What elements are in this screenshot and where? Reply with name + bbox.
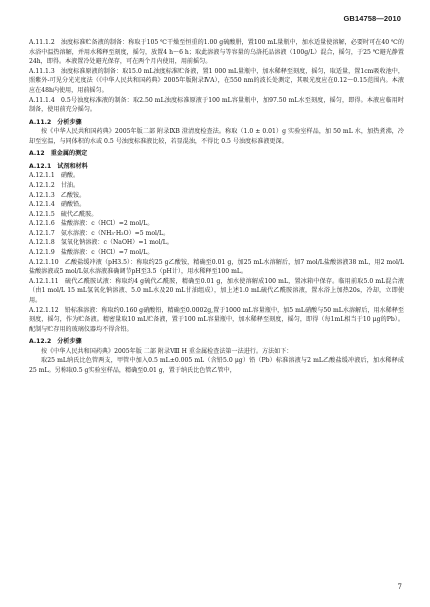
paragraph: A.12.1.11 硫代乙酰胺试液：称取约4 g硫代乙酰胺，精确至0.01 g，加水使溶解成100 mL，置冰箱中保存。临用前取5.0 mL混合液（由1 mol/L 15 mL氢氧化钠溶液、5.0 mL水及20 mL甘油组成），加上述1.0 mL硫代乙酰胺溶液，置水浴上加热20s，冷却，立即使用。 <box>29 277 404 305</box>
paragraph: A.12.1.4 硝酸铅。 <box>29 201 86 209</box>
section-heading: A.12 重金属的测定 <box>29 150 88 158</box>
paragraph: A.12.1.10 乙酸盐缓冲液（pH3.5）：称取约25 g乙酸铵，精确至0.01 g，加25 mL水溶解后，加7 mol/L盐酸溶液38 mL，用2 mol/L盐酸溶液或5 mol/L氨水溶液准确调节pH至3.5（pH计），用水稀释至100 mL。 <box>29 258 404 276</box>
paragraph: A.11.1.3 浊度标准原液的制备：取15.0 mL浊度标准贮备液，置1 000 mL量瓶中，加水稀释至刻度，摇匀，取适量，置1cm吸收池中，照紫外-可见分光光度法（《中华人民共和国药典》2005年版附录ⅣA），在550 nm的波长处测定，其吸光度应在0.12～0.15范围内。本液应在48h内使用，用前摇匀。 <box>29 67 404 94</box>
section-heading: A.11.2 分析步骤 <box>29 118 82 126</box>
paragraph: A.12.1.2 甘油。 <box>29 181 80 189</box>
paragraph: 取25 mL纳氏比色管两支，甲管中加入0.5 mL±0.005 mL（含铅5.0 μg）铅（Pb）标准溶液与2 mL乙酸盐缓冲液后，加水稀释成25 mL。另称取0.5 g实验室样品，精确至0.01 g，置于纳氏比色管乙管中， <box>29 357 404 374</box>
paragraph: A.12.1.5 硫代乙酰胺。 <box>29 210 98 218</box>
paragraph: A.12.1.1 硝酸。 <box>29 172 80 180</box>
paragraph: A.12.1.9 盐酸溶液：c（HCl）=7 mol/L。 <box>29 249 154 257</box>
paragraph: A.11.1.2 浊度标准贮备液的制备：称取于105 ℃干燥至恒重的1.00 g硫酸肼，置100 mL量瓶中，加水适量使溶解，必要时可在40 ℃的水浴中温热溶解，并用水稀释至刻度，摇匀，放置4 h～6 h；取此溶液与等容量的乌洛托品溶液（100g/L）混合，摇匀，于25 ℃避光静置24h，即得。本液置冷处避光保存，可在两个月内使用，用前摇匀。 <box>29 39 404 66</box>
paragraph: A.12.1.3 乙酸铵。 <box>29 191 86 199</box>
paragraph: 按《中华人民共和国药典》2005年版二部 附录ⅨB 澄清度检查法。称取（1.0 ± 0.01）g 实验室样品，加 50 mL 水，加热煮沸，冷却至室温，与同体积的水或 0.5 号浊度标准液比较，若显混浊，不得比 0.5 号浊度标准液更深。 <box>29 128 404 145</box>
page-number: 7 <box>397 583 402 591</box>
paragraph: A.12.1.8 氢氧化钠溶液：c（NaOH）=1 mol/L。 <box>29 239 173 247</box>
paragraph: A.12.1.6 盐酸溶液：c（HCl）=2 mol/L。 <box>29 220 154 228</box>
paragraph: A.11.1.4 0.5号浊度标准液的制备：取2.50 mL浊度标准原液于100 mL容量瓶中，加97.50 mL水至刻度，摇匀，即得。本液应临用时制备，使用前充分摇匀。 <box>29 96 404 114</box>
section-heading: A.12.1 试剂和材料 <box>29 162 88 170</box>
paragraph: A.12.1.7 氨水溶液：c（NH₃·H₂O）=5 mol/L。 <box>29 229 170 237</box>
section-heading: A.12.2 分析步骤 <box>29 338 82 346</box>
paragraph: A.12.1.12 铅标准溶液：称取约0.160 g硝酸铅，精确至0.0002g,置于1000 mL容量瓶中，加5 mL硝酸与50 mL水溶解后，用水稀释至刻度，摇匀，作为贮备液。精密量取10 mL贮备液，置于100 mL容量瓶中，加水稀释至刻度，摇匀，即得（每1mL相当于10 μg的Pb）。配制与贮存用的玻璃仪器均不得含铅。 <box>29 306 404 333</box>
document-body <box>29 38 404 376</box>
standard-number: GB14758—2010 <box>343 14 401 23</box>
paragraph: 按《中华人民共和国药典》2005年版 二部 附录Ⅷ H 重金属检查法第一法进行。方法如下： <box>41 347 293 355</box>
